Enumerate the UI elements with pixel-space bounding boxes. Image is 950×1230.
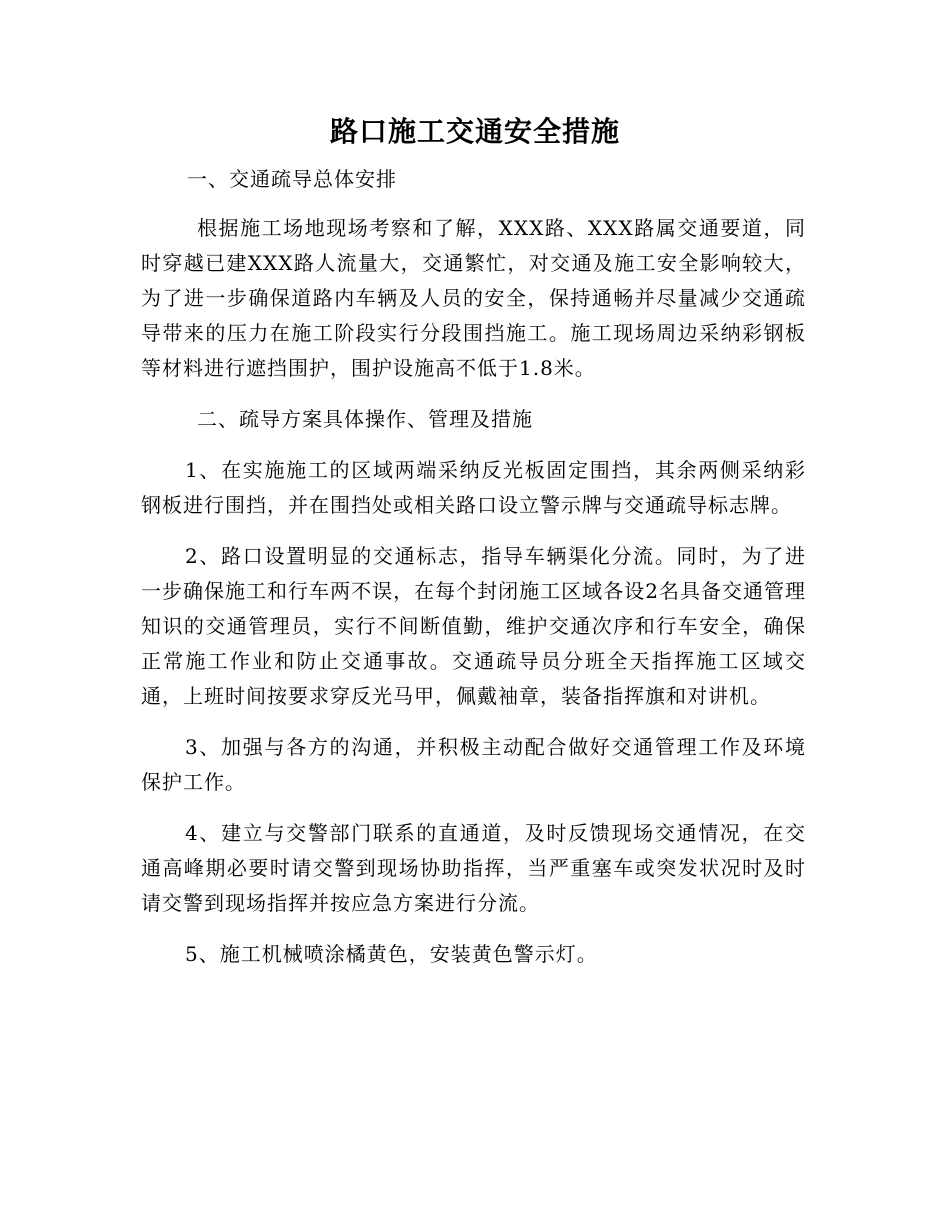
list-item: 2、路口设置明显的交通标志，指导车辆渠化分流。同时，为了进一步确保施工和行车两不误，在每个封闭施工区域各设2名具备交通管理知识的交通管理员，实行不间断值勤，维护交通次序和行车安全，确保正常施工作业和防止交通事故。交通疏导员分班全天指挥施工区域交通，上班时间按要求穿反光马甲，佩戴袖章，装备指挥旗和对讲机。 bbox=[141, 544, 806, 708]
list-item: 3、加强与各方的沟通，并积极主动配合做好交通管理工作及环境保护工作。 bbox=[141, 735, 806, 794]
document-title: 路口施工交通安全措施 bbox=[329, 115, 620, 148]
document-body bbox=[141, 162, 806, 988]
list-item: 1、在实施施工的区域两端采纳反光板固定围挡，其余两侧采纳彩钢板进行围挡，并在围挡处或相关路口设立警示牌与交通疏导标志牌。 bbox=[141, 458, 806, 517]
list-item: 4、建立与交警部门联系的直通道，及时反馈现场交通情况，在交通高峰期必要时请交警到现场协助指挥，当严重塞车或突发状况时及时请交警到现场指挥并按应急方案进行分流。 bbox=[141, 821, 806, 915]
list-item: 5、施工机械喷涂橘黄色，安装黄色警示灯。 bbox=[185, 942, 598, 966]
paragraph-overall-arrangement: 根据施工场地现场考察和了解，XXX路、XXX路属交通要道，同时穿越已建XXX路人流量大，交通繁忙，对交通及施工安全影响较大，为了进一步确保道路内车辆及人员的安全，保持通畅并尽量减少交通疏导带来的压力在施工阶段实行分段围挡施工。施工现场周边采纳彩钢板等材料进行遮挡围护，围护设施高不低于1.8米。 bbox=[141, 216, 806, 380]
section-heading-overall-arrangement: 一、交通疏导总体安排 bbox=[187, 167, 397, 191]
section-heading-plan-operations: 二、疏导方案具体操作、管理及措施 bbox=[197, 407, 533, 431]
